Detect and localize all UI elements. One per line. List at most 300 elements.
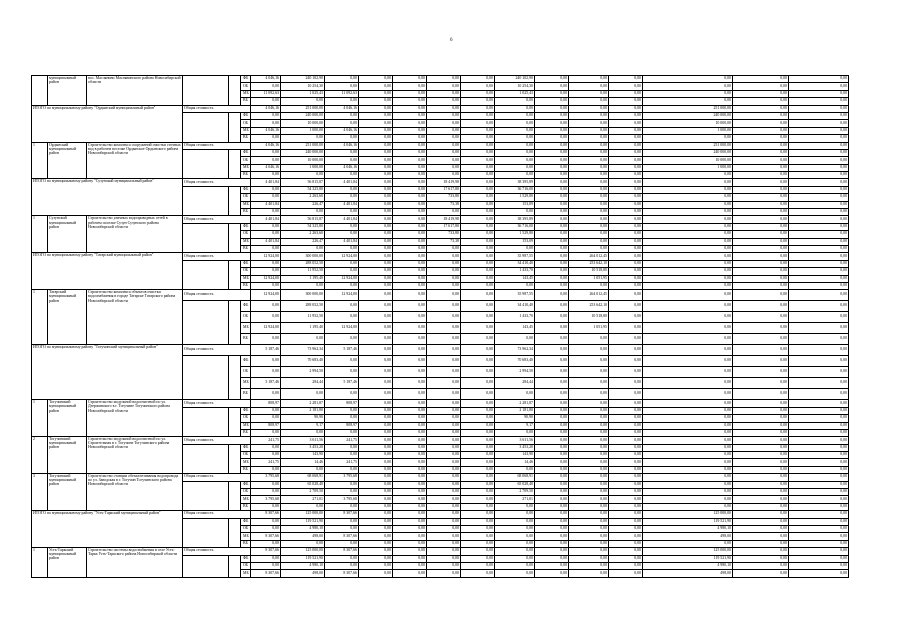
value-cell: 0,00 — [461, 378, 495, 389]
value-cell: 0,00 — [733, 562, 789, 569]
value-cell: 0,00 — [359, 481, 393, 488]
funding-source-code: ОБ — [241, 562, 251, 569]
value-cell: 0,00 — [789, 334, 849, 345]
value-cell: 0,00 — [535, 437, 569, 444]
value-cell: 0,00 — [569, 231, 609, 238]
value-cell: 0,00 — [789, 540, 849, 547]
value-cell: 0,00 — [359, 290, 393, 301]
value-cell: 0,00 — [427, 415, 461, 422]
value-cell: 0,00 — [359, 301, 393, 312]
value-cell: 0,00 — [643, 334, 733, 345]
value-cell: 0,00 — [609, 407, 643, 414]
value-cell: 0,00 — [789, 511, 849, 518]
value-cell: 0,00 — [609, 120, 643, 127]
value-cell: 143,90 — [495, 452, 535, 459]
value-cell: 0,00 — [535, 179, 569, 186]
value-cell: 0,00 — [733, 223, 789, 230]
value-cell: 0,00 — [325, 489, 359, 496]
value-cell: 0,00 — [461, 83, 495, 90]
value-cell: 0,00 — [461, 301, 495, 312]
value-cell: 38 395,89 — [495, 179, 535, 186]
value-cell: 4 401,84 — [325, 216, 359, 223]
value-cell: 0,00 — [393, 555, 427, 562]
funding-source-vertical-label — [229, 149, 241, 179]
value-cell: 0,00 — [461, 290, 495, 301]
value-cell: 0,00 — [427, 518, 461, 525]
value-cell: 0,00 — [535, 142, 569, 149]
value-cell: 0,00 — [427, 378, 461, 389]
value-cell: 12 924,00 — [251, 323, 281, 334]
value-cell: 0,00 — [535, 253, 569, 260]
value-cell: 0,00 — [569, 459, 609, 466]
value-cell: 0,00 — [643, 496, 733, 503]
value-cell: 0,00 — [461, 334, 495, 345]
value-cell: 0,00 — [427, 437, 461, 444]
value-cell: 0,00 — [535, 90, 569, 97]
value-cell: 0,00 — [427, 157, 461, 164]
value-cell: 0,00 — [789, 525, 849, 532]
value-cell: 34 410,40 — [495, 301, 535, 312]
value-cell: 0,00 — [569, 525, 609, 532]
value-cell: 68 068,91 — [495, 474, 535, 481]
value-cell: 0,00 — [461, 275, 495, 282]
value-cell: 0,00 — [325, 356, 359, 367]
value-cell: 54 325,80 — [281, 186, 325, 193]
value-cell: 0,00 — [359, 83, 393, 90]
value-cell: 0,00 — [281, 98, 325, 105]
value-cell: 0,00 — [535, 216, 569, 223]
value-cell: 0,00 — [569, 437, 609, 444]
value-cell: 0,00 — [643, 282, 733, 289]
value-cell: 0,00 — [325, 481, 359, 488]
value-cell: 0,00 — [569, 503, 609, 510]
value-cell: 18 419,98 — [427, 179, 461, 186]
value-cell: 153,09 — [495, 238, 535, 245]
value-cell: 0,00 — [427, 290, 461, 301]
value-cell: 0,00 — [643, 290, 733, 301]
value-cell: 0,00 — [535, 459, 569, 466]
value-cell: 0,00 — [461, 496, 495, 503]
value-cell: 0,00 — [393, 356, 427, 367]
funding-source-code: МБ — [241, 422, 251, 429]
value-cell: 0,00 — [251, 562, 281, 569]
value-cell: 0,00 — [535, 570, 569, 577]
value-cell: 0,00 — [325, 245, 359, 252]
value-cell: 4 046,16 — [325, 142, 359, 149]
value-cell: 0,00 — [789, 481, 849, 488]
value-cell: 0,00 — [789, 112, 849, 119]
value-cell: 0,00 — [733, 312, 789, 323]
funding-source-code: ОБ — [241, 157, 251, 164]
value-cell: 0,00 — [251, 135, 281, 142]
cost-label: Общая стоимость — [183, 105, 251, 112]
value-cell: 0,00 — [535, 83, 569, 90]
value-cell: 0,00 — [569, 540, 609, 547]
funding-source-vertical-label — [229, 356, 241, 400]
value-cell: 0,00 — [609, 282, 643, 289]
value-cell: 0,00 — [393, 444, 427, 451]
value-cell: 0,00 — [535, 127, 569, 134]
value-cell: 0,00 — [393, 231, 427, 238]
value-cell: 0,00 — [251, 120, 281, 127]
value-cell: 4 980,10 — [281, 562, 325, 569]
value-cell: 0,00 — [427, 496, 461, 503]
value-cell: 300 000,00 — [281, 253, 325, 260]
value-cell: 0,00 — [789, 275, 849, 282]
value-cell: 0,00 — [495, 518, 535, 525]
value-cell: 0,00 — [427, 389, 461, 400]
value-cell: 1 000,00 — [281, 127, 325, 134]
value-cell: 0,00 — [359, 466, 393, 473]
value-cell: 0,00 — [789, 164, 849, 171]
municipality-name: муниципальный район — [48, 76, 87, 106]
value-cell: 241,75 — [251, 437, 281, 444]
value-cell: 0,00 — [461, 570, 495, 577]
value-cell: 0,00 — [325, 231, 359, 238]
value-cell: 0,00 — [281, 135, 325, 142]
value-cell: 1 433,70 — [495, 312, 535, 323]
value-cell: 0,00 — [461, 172, 495, 179]
value-cell: 0,00 — [643, 323, 733, 334]
value-cell: 0,00 — [325, 312, 359, 323]
value-cell: 0,00 — [461, 422, 495, 429]
value-cell: 0,00 — [643, 444, 733, 451]
funding-source-code: МБ — [241, 378, 251, 389]
value-cell: 241,75 — [325, 459, 359, 466]
value-cell: 0,00 — [251, 518, 281, 525]
value-cell: 0,00 — [609, 525, 643, 532]
table-row — [32, 76, 849, 83]
value-cell: 0,00 — [569, 149, 609, 156]
value-cell: 0,00 — [251, 367, 281, 378]
row-number — [32, 76, 48, 106]
value-cell: 0,00 — [427, 525, 461, 532]
value-cell: 0,00 — [789, 533, 849, 540]
value-cell: 0,00 — [359, 496, 393, 503]
value-cell: 0,00 — [461, 120, 495, 127]
label-spacer — [183, 186, 229, 216]
value-cell: 0,00 — [359, 253, 393, 260]
value-cell: 0,00 — [789, 98, 849, 105]
value-cell: 0,00 — [789, 120, 849, 127]
value-cell: 0,00 — [733, 555, 789, 562]
value-cell: 0,00 — [733, 201, 789, 208]
value-cell: 0,00 — [393, 98, 427, 105]
row-number: 1 — [32, 216, 48, 253]
value-cell: 0,00 — [393, 489, 427, 496]
value-cell: 0,00 — [325, 186, 359, 193]
value-cell: 0,00 — [495, 157, 535, 164]
value-cell: 0,00 — [789, 444, 849, 451]
value-cell: 0,00 — [733, 301, 789, 312]
value-cell: 0,00 — [733, 466, 789, 473]
value-cell: 264 012,45 — [569, 290, 609, 301]
value-cell: 0,00 — [325, 149, 359, 156]
value-cell: 0,00 — [535, 98, 569, 105]
value-cell: 0,00 — [733, 209, 789, 216]
value-cell: 0,00 — [733, 400, 789, 407]
value-cell: 0,00 — [325, 525, 359, 532]
value-cell: 0,00 — [733, 142, 789, 149]
value-cell: 4 046,16 — [325, 105, 359, 112]
value-cell: 0,00 — [535, 275, 569, 282]
value-cell: 0,00 — [393, 105, 427, 112]
value-cell: 264 012,45 — [569, 253, 609, 260]
value-cell: 0,00 — [359, 555, 393, 562]
value-cell: 0,00 — [461, 511, 495, 518]
value-cell: 0,00 — [461, 194, 495, 201]
value-cell: 0,00 — [789, 157, 849, 164]
value-cell: 0,00 — [461, 503, 495, 510]
value-cell: 0,00 — [643, 216, 733, 223]
value-cell: 0,00 — [569, 555, 609, 562]
row-number: 1 — [32, 290, 48, 345]
value-cell: 0,00 — [535, 378, 569, 389]
funding-source-code: ОБ — [241, 452, 251, 459]
total-title: ИТОГО по муниципальному району "Тогучинский муниципальный район" — [32, 345, 183, 400]
label-spacer — [183, 260, 229, 290]
value-cell: 0,00 — [359, 105, 393, 112]
value-cell: 0,00 — [359, 407, 393, 414]
value-cell: 0,00 — [569, 562, 609, 569]
value-cell: 0,00 — [609, 444, 643, 451]
value-cell: 0,00 — [393, 511, 427, 518]
value-cell: 0,00 — [393, 127, 427, 134]
funding-source-code: ОБ — [241, 525, 251, 532]
value-cell: 0,00 — [535, 345, 569, 356]
value-cell: 0,00 — [733, 112, 789, 119]
value-cell: 0,00 — [569, 245, 609, 252]
value-cell: 0,00 — [393, 275, 427, 282]
value-cell: 0,00 — [393, 312, 427, 323]
table-row — [32, 400, 849, 407]
value-cell: 1 529,80 — [495, 194, 535, 201]
value-cell: 0,00 — [643, 186, 733, 193]
value-cell: 0,00 — [359, 282, 393, 289]
value-cell: 0,00 — [359, 135, 393, 142]
value-cell: 0,00 — [427, 112, 461, 119]
value-cell: 1 051,95 — [569, 275, 609, 282]
value-cell: 0,00 — [535, 334, 569, 345]
value-cell: 0,00 — [359, 209, 393, 216]
value-cell: 0,00 — [789, 422, 849, 429]
value-cell: 0,00 — [609, 555, 643, 562]
value-cell: 0,00 — [733, 389, 789, 400]
value-cell: 0,00 — [733, 260, 789, 267]
value-cell: 0,00 — [609, 142, 643, 149]
value-cell: 0,00 — [789, 290, 849, 301]
value-cell: 0,00 — [535, 496, 569, 503]
value-cell: 4 401,84 — [251, 179, 281, 186]
value-cell: 0,00 — [535, 444, 569, 451]
value-cell: 12 924,00 — [251, 253, 281, 260]
municipality-name: Тогучинский муниципальный район — [48, 400, 87, 437]
value-cell: 0,00 — [733, 120, 789, 127]
value-cell: 0,00 — [325, 76, 359, 83]
value-cell: 0,00 — [393, 135, 427, 142]
value-cell: 0,00 — [643, 422, 733, 429]
value-cell: 240 102,90 — [495, 76, 535, 83]
value-cell: 119 521,90 — [643, 555, 733, 562]
value-cell: 0,00 — [461, 444, 495, 451]
funding-source-code: ВБ — [241, 540, 251, 547]
value-cell: 808,97 — [251, 400, 281, 407]
value-cell: 0,00 — [359, 216, 393, 223]
funding-source-code: ВБ — [241, 209, 251, 216]
value-cell: 1 025,43 — [281, 90, 325, 97]
municipality-name: Татарский муниципальный район — [48, 290, 87, 345]
value-cell: 125 000,00 — [281, 511, 325, 518]
funding-source-code: ФБ — [241, 260, 251, 267]
value-cell: 0,00 — [359, 172, 393, 179]
value-cell: 9,17 — [281, 422, 325, 429]
table-row — [32, 548, 849, 555]
value-cell: 0,00 — [643, 260, 733, 267]
funding-source-code: ФБ — [241, 186, 251, 193]
value-cell: 0,00 — [281, 503, 325, 510]
value-cell: 0,00 — [359, 90, 393, 97]
value-cell: 0,00 — [789, 323, 849, 334]
value-cell: 0,00 — [789, 562, 849, 569]
value-cell: 0,00 — [359, 157, 393, 164]
value-cell: 0,00 — [609, 489, 643, 496]
value-cell: 0,00 — [643, 356, 733, 367]
value-cell: 11 092,63 — [251, 90, 281, 97]
value-cell: 0,00 — [495, 503, 535, 510]
value-cell: 38 395,89 — [495, 216, 535, 223]
value-cell: 0,00 — [281, 245, 325, 252]
value-cell: 0,00 — [789, 437, 849, 444]
value-cell: 0,00 — [733, 367, 789, 378]
value-cell: 284,44 — [495, 378, 535, 389]
value-cell: 0,00 — [461, 489, 495, 496]
value-cell: 0,00 — [609, 275, 643, 282]
value-cell: 8 307,66 — [325, 570, 359, 577]
label-spacer — [183, 481, 229, 511]
value-cell: 0,00 — [535, 231, 569, 238]
value-cell: 0,00 — [535, 209, 569, 216]
funding-source-code: ВБ — [241, 503, 251, 510]
value-cell: 226,47 — [281, 238, 325, 245]
value-cell: 0,00 — [461, 474, 495, 481]
value-cell: 0,00 — [495, 105, 535, 112]
label-spacer — [183, 76, 229, 106]
value-cell: 12 924,00 — [251, 275, 281, 282]
value-cell: 0,00 — [569, 90, 609, 97]
value-cell: 0,00 — [251, 334, 281, 345]
value-cell: 0,00 — [609, 76, 643, 83]
value-cell: 0,00 — [789, 301, 849, 312]
value-cell: 0,00 — [609, 511, 643, 518]
value-cell: 1 000,00 — [281, 164, 325, 171]
value-cell: 1 433,70 — [495, 268, 535, 275]
value-cell: 4 401,84 — [325, 238, 359, 245]
value-cell: 0,00 — [733, 474, 789, 481]
value-cell: 0,00 — [789, 518, 849, 525]
row-number: 3 — [32, 474, 48, 511]
value-cell: 119 521,90 — [643, 518, 733, 525]
value-cell: 0,00 — [643, 474, 733, 481]
value-cell: 0,00 — [643, 179, 733, 186]
value-cell: 0,00 — [569, 367, 609, 378]
value-cell: 0,00 — [427, 334, 461, 345]
value-cell: 0,00 — [461, 127, 495, 134]
value-cell: 0,00 — [427, 481, 461, 488]
value-cell: 5 187,46 — [325, 378, 359, 389]
value-cell: 0,00 — [535, 422, 569, 429]
value-cell: 4 980,10 — [643, 562, 733, 569]
value-cell: 0,00 — [733, 238, 789, 245]
value-cell: 0,00 — [251, 429, 281, 436]
value-cell: 12 924,00 — [251, 290, 281, 301]
value-cell: 0,00 — [733, 83, 789, 90]
value-cell: 0,00 — [393, 466, 427, 473]
value-cell: 240 000,00 — [281, 112, 325, 119]
value-cell: 0,00 — [535, 481, 569, 488]
value-cell: 0,00 — [359, 201, 393, 208]
value-cell: 10 254,30 — [281, 83, 325, 90]
funding-source-code: ВБ — [241, 98, 251, 105]
value-cell: 0,00 — [461, 533, 495, 540]
value-cell: 0,00 — [609, 90, 643, 97]
value-cell: 0,00 — [461, 253, 495, 260]
value-cell: 35 987,55 — [495, 253, 535, 260]
value-cell: 125 000,00 — [281, 548, 325, 555]
value-cell: 0,00 — [461, 323, 495, 334]
funding-source-code: ОБ — [241, 194, 251, 201]
value-cell: 0,00 — [461, 268, 495, 275]
value-cell: 0,00 — [535, 301, 569, 312]
value-cell: 0,00 — [393, 194, 427, 201]
value-cell: 0,00 — [789, 459, 849, 466]
value-cell: 0,00 — [643, 231, 733, 238]
value-cell: 0,00 — [643, 253, 733, 260]
value-cell: 271,01 — [495, 496, 535, 503]
value-cell: 0,00 — [461, 98, 495, 105]
value-cell: 0,00 — [495, 98, 535, 105]
value-cell: 0,00 — [609, 459, 643, 466]
value-cell: 0,00 — [733, 378, 789, 389]
value-cell: 36 716,00 — [495, 186, 535, 193]
value-cell: 0,00 — [569, 400, 609, 407]
object-name: Строительство комплекса сооружений очистки сточных вод в рабочем поселке Ордынское Ордынского района Новосибирской области — [87, 142, 183, 179]
value-cell: 0,00 — [609, 533, 643, 540]
value-cell: 0,00 — [569, 422, 609, 429]
value-cell: 288 052,50 — [281, 301, 325, 312]
value-cell: 0,00 — [535, 511, 569, 518]
value-cell: 0,00 — [609, 135, 643, 142]
value-cell: 240 102,90 — [281, 76, 325, 83]
value-cell: 0,00 — [609, 437, 643, 444]
value-cell: 14,46 — [495, 459, 535, 466]
value-cell: 0,00 — [643, 312, 733, 323]
value-cell: 0,00 — [643, 135, 733, 142]
value-cell: 0,00 — [535, 466, 569, 473]
value-cell: 0,00 — [251, 356, 281, 367]
value-cell: 0,00 — [325, 334, 359, 345]
value-cell: 0,00 — [789, 76, 849, 83]
value-cell: 0,00 — [643, 367, 733, 378]
value-cell: 4 980,10 — [643, 525, 733, 532]
value-cell: 0,00 — [427, 105, 461, 112]
value-cell: 0,00 — [643, 194, 733, 201]
funding-source-code: ФБ — [241, 555, 251, 562]
value-cell: 0,00 — [609, 481, 643, 488]
value-cell: 0,00 — [643, 489, 733, 496]
investment-program-table — [31, 75, 849, 578]
value-cell: 0,00 — [393, 548, 427, 555]
value-cell: 0,00 — [495, 282, 535, 289]
